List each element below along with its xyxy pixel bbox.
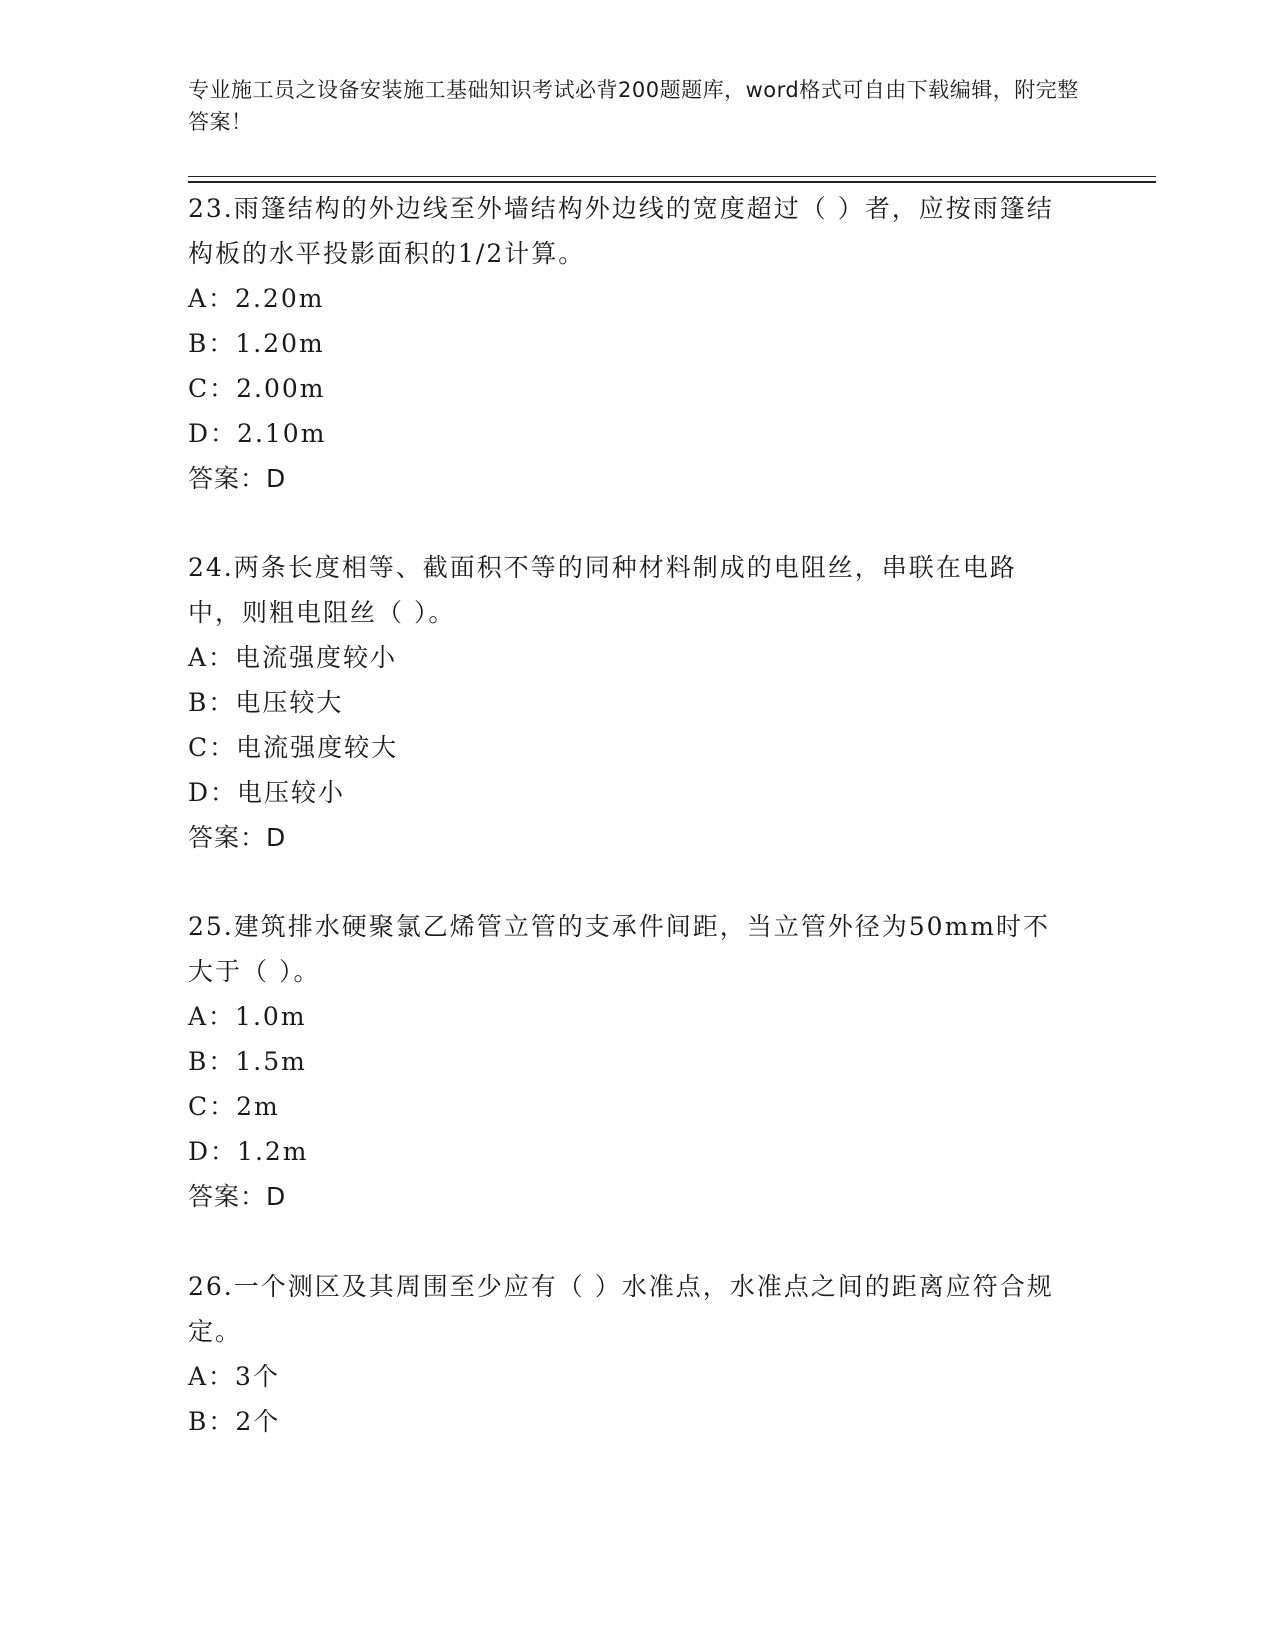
- option-d: D：1.2m: [188, 1137, 309, 1166]
- option-d: D：2.10m: [188, 419, 327, 448]
- question-24: [188, 545, 1068, 860]
- option-a: A：2.20m: [188, 284, 325, 313]
- option-b: B：1.20m: [188, 329, 325, 358]
- option-d: D：电压较小: [188, 778, 346, 807]
- option-c: C：2.00m: [188, 374, 326, 403]
- question-23: [188, 186, 1068, 501]
- question-25: [188, 904, 1068, 1219]
- question-stem: 24.两条长度相等、截面积不等的同种材料制成的电阻丝，串联在电路中，则粗电阻丝（ ）。: [188, 553, 1017, 627]
- option-a: A：电流强度较小: [188, 643, 398, 672]
- option-b: B：2个: [188, 1407, 281, 1436]
- header-divider-thick: [188, 181, 1156, 183]
- question-26: [188, 1264, 1068, 1444]
- header-divider-thin: [188, 176, 1156, 177]
- option-b: B：1.5m: [188, 1047, 307, 1076]
- document-header: 专业施工员之设备安装施工基础知识考试必背200题题库，word格式可自由下载编辑，附完整答案！: [188, 78, 1079, 134]
- option-b: B：电压较大: [188, 688, 344, 717]
- option-a: A：1.0m: [188, 1002, 307, 1031]
- option-c: C：电流强度较大: [188, 733, 399, 762]
- question-stem: 23.雨篷结构的外边线至外墙结构外边线的宽度超过（ ）者，应按雨篷结构板的水平投影面积的1/2计算。: [188, 194, 1054, 268]
- answer-line: 答案：D: [188, 464, 287, 493]
- option-c: C：2m: [188, 1092, 280, 1121]
- answer-line: 答案：D: [188, 1182, 287, 1211]
- answer-line: 答案：D: [188, 823, 287, 852]
- question-stem: 25.建筑排水硬聚氯乙烯管立管的支承件间距，当立管外径为50mm时不大于（ ）。: [188, 912, 1050, 986]
- option-a: A：3个: [188, 1362, 280, 1391]
- question-stem: 26.一个测区及其周围至少应有（ ）水准点，水准点之间的距离应符合规定。: [188, 1272, 1054, 1346]
